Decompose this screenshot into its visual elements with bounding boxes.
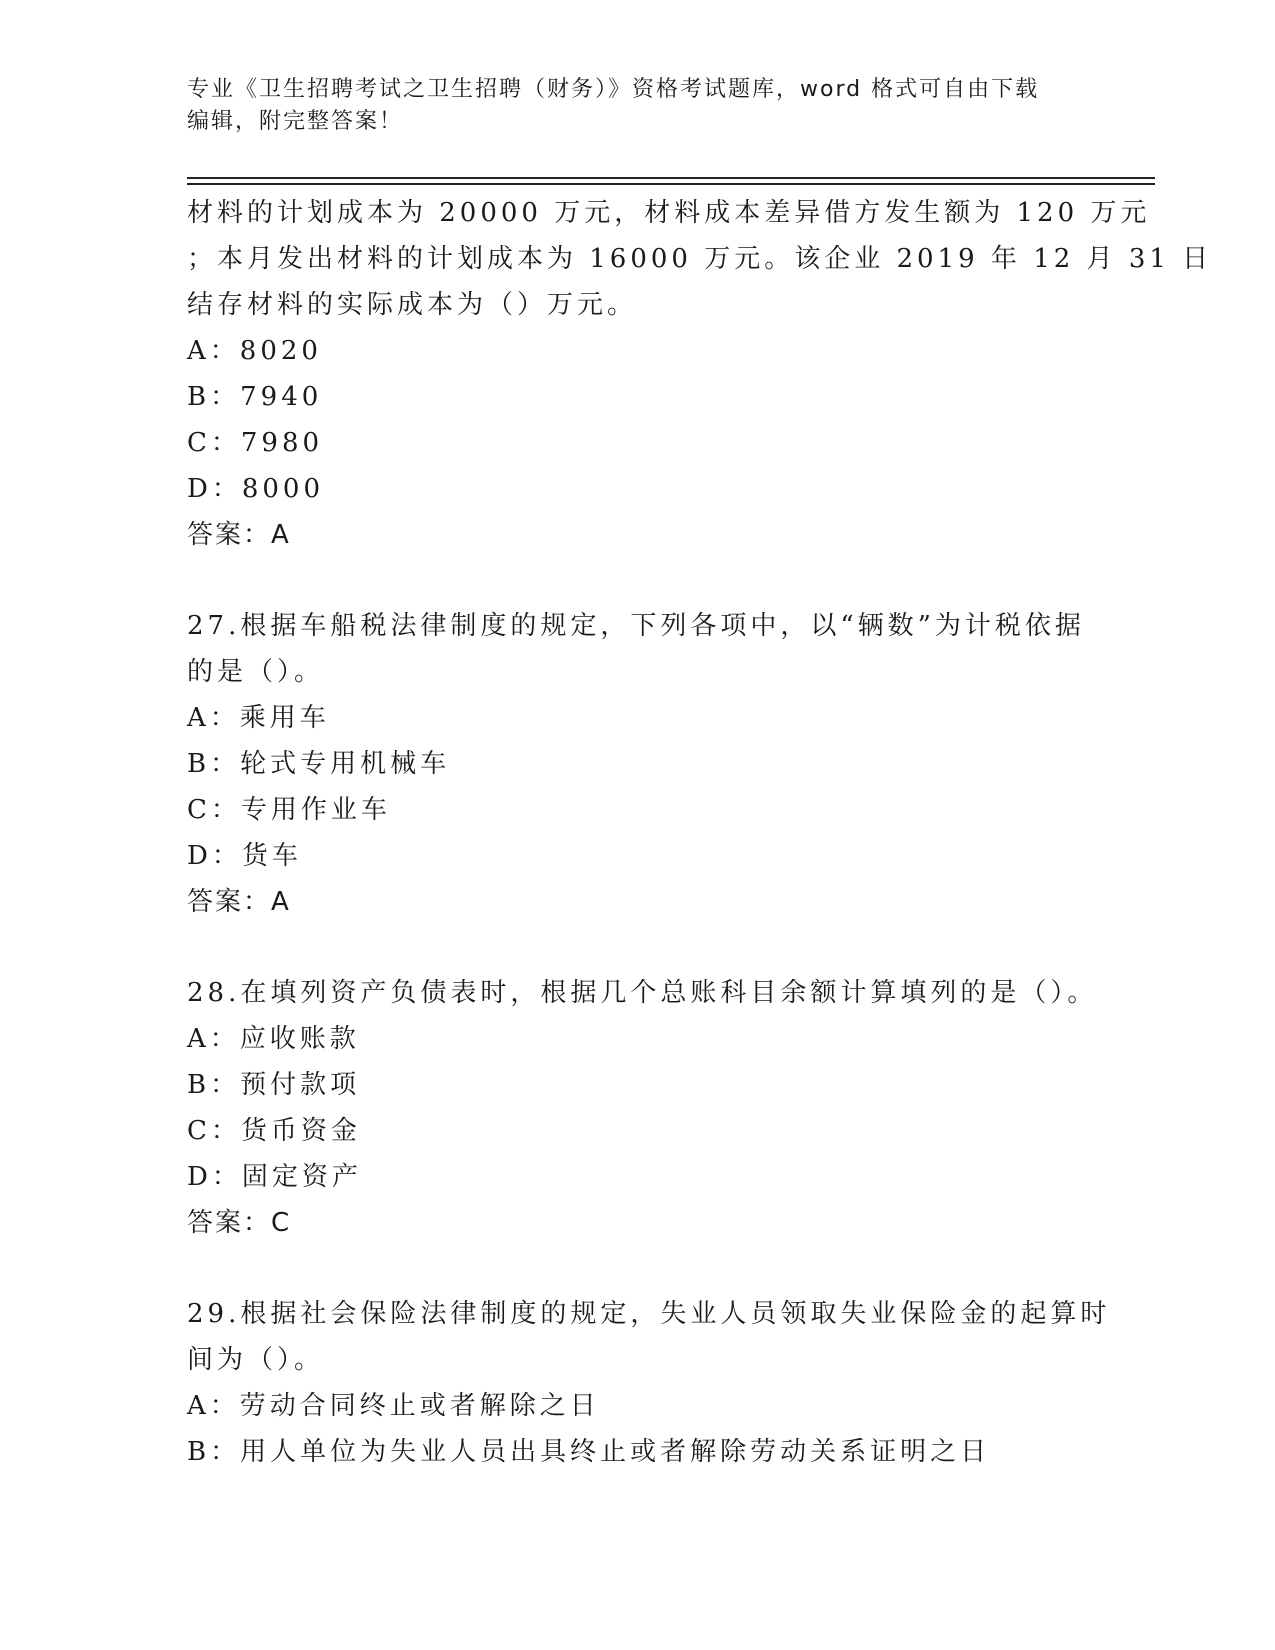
header-line-1: 专业《卫生招聘考试之卫生招聘（财务）》资格考试题库，word 格式可自由下载 bbox=[187, 77, 1040, 102]
option-b: B：预付款项 bbox=[187, 1070, 361, 1100]
header-rule-bottom bbox=[187, 183, 1155, 185]
option-a: A：8020 bbox=[187, 336, 322, 366]
option-a: A：乘用车 bbox=[187, 703, 330, 733]
question-27 bbox=[187, 603, 1087, 925]
question-stem-line: 结存材料的实际成本为（）万元。 bbox=[187, 290, 638, 320]
option-b: B：轮式专用机械车 bbox=[187, 749, 451, 779]
question-26 bbox=[187, 190, 1213, 558]
option-b: B：7940 bbox=[187, 382, 323, 412]
question-stem-line: 28.在填列资产负债表时，根据几个总账科目余额计算填列的是（）。 bbox=[187, 978, 1098, 1008]
question-stem-line: 的是（）。 bbox=[187, 657, 325, 687]
question-29 bbox=[187, 1291, 1111, 1475]
option-a: A：劳动合同终止或者解除之日 bbox=[187, 1391, 600, 1421]
option-d: D：固定资产 bbox=[187, 1162, 362, 1192]
option-b: B：用人单位为失业人员出具终止或者解除劳动关系证明之日 bbox=[187, 1437, 991, 1467]
question-stem-line: 29.根据社会保险法律制度的规定，失业人员领取失业保险金的起算时 bbox=[187, 1299, 1111, 1329]
question-stem-line: ；本月发出材料的计划成本为 16000 万元。该企业 2019 年 12 月 31 日 bbox=[187, 244, 1213, 274]
option-c: C：专用作业车 bbox=[187, 795, 391, 825]
document-header bbox=[187, 74, 1067, 138]
option-c: C：7980 bbox=[187, 428, 324, 458]
question-stem-line: 27.根据车船税法律制度的规定，下列各项中，以“辆数”为计税依据 bbox=[187, 611, 1085, 641]
answer-line: 答案：C bbox=[187, 1208, 292, 1238]
option-c: C：货币资金 bbox=[187, 1116, 361, 1146]
question-stem-line: 材料的计划成本为 20000 万元，材料成本差异借方发生额为 120 万元 bbox=[187, 198, 1151, 228]
question-content bbox=[187, 190, 1213, 1475]
option-a: A：应收账款 bbox=[187, 1024, 360, 1054]
answer-line: 答案：A bbox=[187, 887, 291, 917]
option-d: D：货车 bbox=[187, 841, 302, 871]
option-d: D：8000 bbox=[187, 474, 325, 504]
header-rule-top bbox=[187, 177, 1155, 179]
question-28 bbox=[187, 970, 1098, 1246]
answer-line: 答案：A bbox=[187, 520, 291, 550]
question-stem-line: 间为（）。 bbox=[187, 1345, 325, 1375]
header-line-2: 编辑，附完整答案！ bbox=[187, 109, 404, 134]
